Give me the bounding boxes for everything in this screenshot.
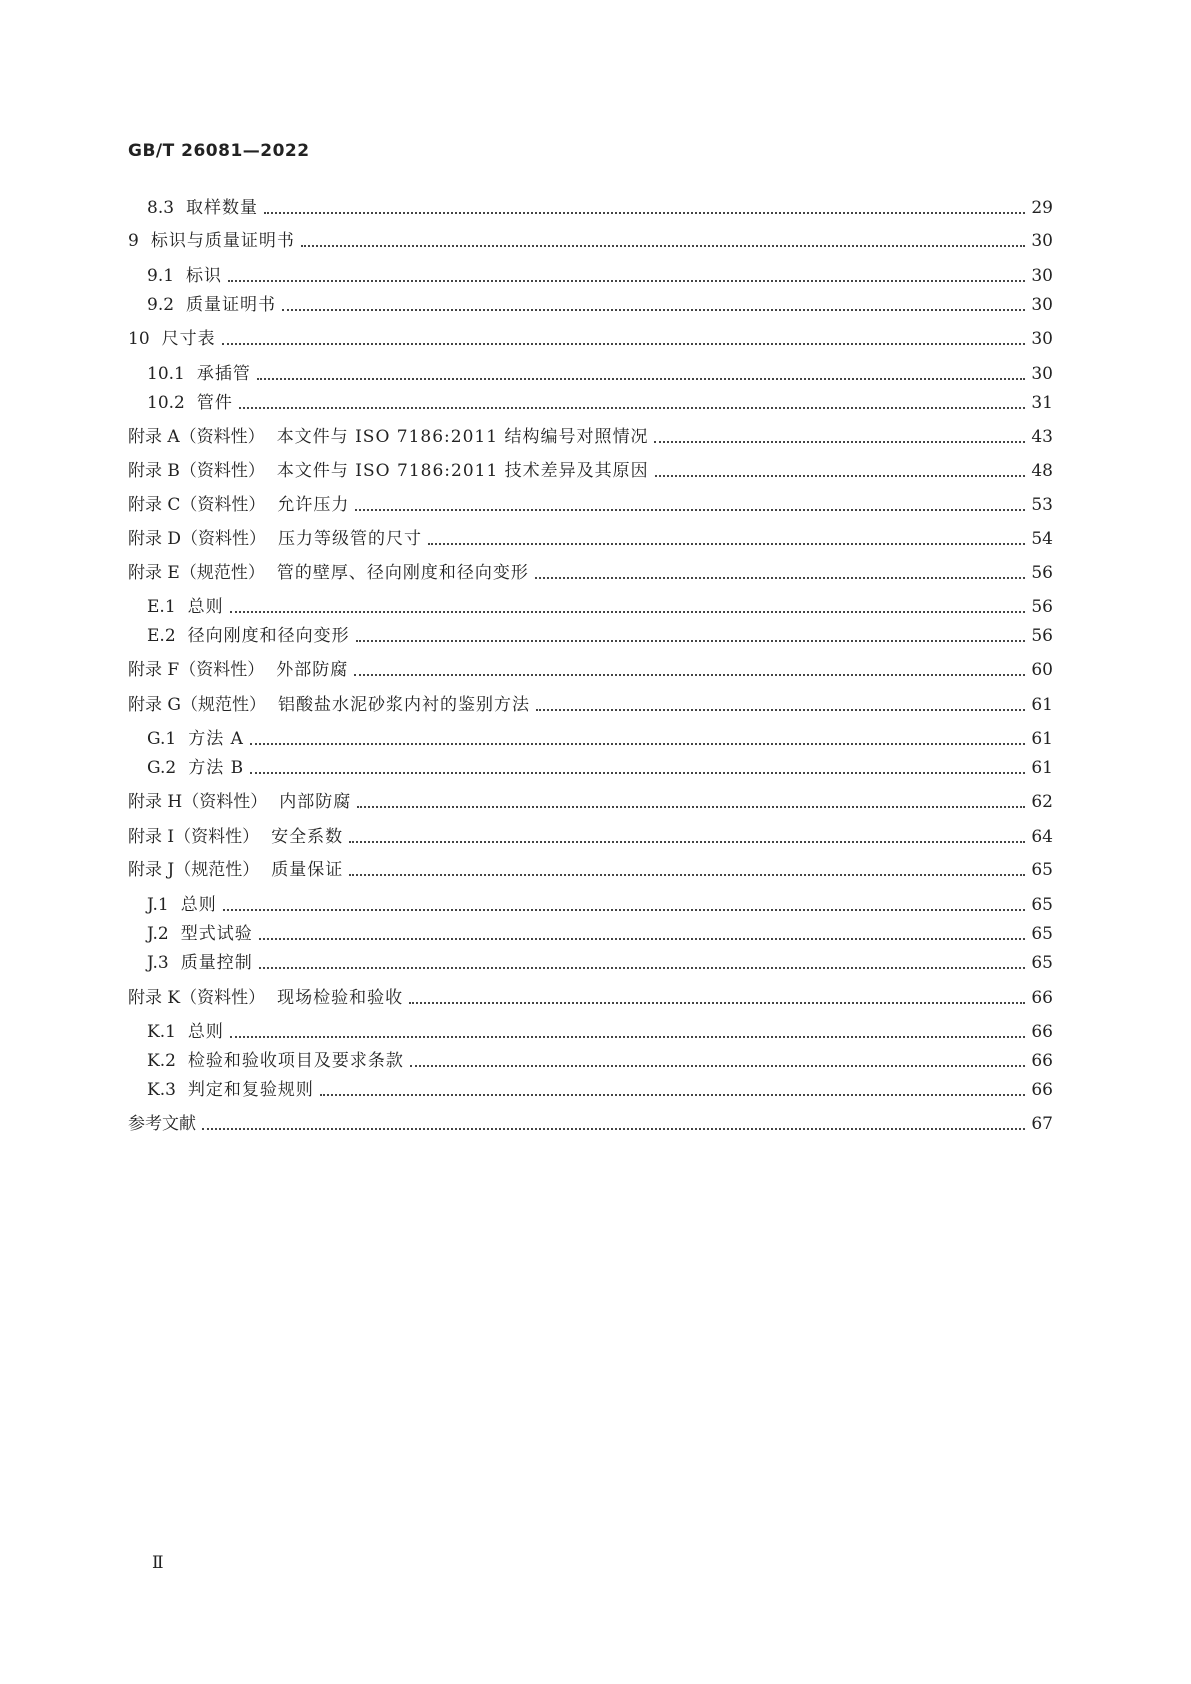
toc-entry-number: J.2: [147, 924, 169, 944]
toc-leader-dots: [264, 212, 1025, 214]
toc-entry[interactable]: [128, 459, 1053, 483]
toc-entry-page: 66: [1031, 1051, 1053, 1071]
toc-entry-number: 附录 J（规范性）: [128, 860, 260, 880]
toc-leader-dots: [230, 1036, 1025, 1038]
toc-leader-dots: [250, 772, 1025, 774]
toc-entry-number: E.1: [147, 597, 176, 617]
toc-entry-page: 61: [1031, 758, 1053, 778]
toc-entry-page: 56: [1031, 597, 1053, 617]
toc-entry[interactable]: [128, 790, 1053, 814]
standard-code: GB/T 26081—2022: [128, 141, 310, 161]
toc-entry-page: 65: [1031, 895, 1053, 915]
toc-entry[interactable]: [128, 229, 1053, 253]
toc-entry-page: 64: [1031, 827, 1053, 847]
toc-entry[interactable]: [128, 425, 1053, 449]
toc-leader-dots: [230, 611, 1025, 613]
toc-entry-page: 30: [1031, 231, 1053, 251]
toc-entry[interactable]: [147, 196, 1053, 220]
toc-entry[interactable]: [147, 727, 1053, 751]
toc-leader-dots: [259, 967, 1025, 969]
toc-leader-dots: [349, 841, 1025, 843]
toc-entry[interactable]: [147, 893, 1053, 917]
toc-leader-dots: [259, 938, 1025, 940]
toc-entry-number: G.2: [147, 758, 177, 778]
toc-leader-dots: [349, 874, 1025, 876]
toc-leader-dots: [202, 1128, 1025, 1130]
toc-entry-page: 66: [1031, 988, 1053, 1008]
toc-entry-page: 62: [1031, 792, 1053, 812]
toc-entry[interactable]: [128, 693, 1053, 717]
toc-entry-number: 10.1: [147, 364, 185, 384]
toc-entry[interactable]: [147, 951, 1053, 975]
toc-entry[interactable]: [128, 327, 1053, 351]
toc-entry-title: 判定和复验规则: [187, 1080, 314, 1100]
toc-entry-title: 管件: [196, 393, 233, 413]
toc-entry-title: 安全系数: [271, 827, 344, 847]
toc-entry-page: 54: [1031, 529, 1053, 549]
toc-entry-page: 65: [1031, 953, 1053, 973]
toc-leader-dots: [223, 909, 1025, 911]
toc-entry-number: J.1: [147, 895, 169, 915]
toc-entry-page: 56: [1031, 626, 1053, 646]
toc-entry-title: 质量控制: [180, 953, 253, 973]
toc-entry-page: 30: [1031, 329, 1053, 349]
toc-entry-title: 总则: [187, 1022, 224, 1042]
toc-leader-dots: [409, 1002, 1025, 1004]
toc-leader-dots: [354, 674, 1025, 676]
toc-entry-number: 9.2: [147, 295, 175, 315]
toc-entry-number: K.2: [147, 1051, 176, 1071]
toc-entry-number: 附录 F（资料性）: [128, 660, 265, 680]
toc-entry-title: 总则: [180, 895, 217, 915]
toc-entry-title: 尺寸表: [161, 329, 216, 349]
toc-entry-title: 方法 A: [188, 729, 244, 749]
toc-entry-page: 56: [1031, 563, 1053, 583]
toc-entry-number: 附录 B（资料性）: [128, 461, 265, 481]
toc-entry-title: 检验和验收项目及要求条款: [187, 1051, 404, 1071]
toc-entry-page: 61: [1031, 729, 1053, 749]
toc-entry-title: 取样数量: [186, 198, 259, 218]
toc-leader-dots: [228, 280, 1025, 282]
toc-leader-dots: [250, 743, 1025, 745]
toc-entry[interactable]: [128, 1112, 1053, 1136]
toc-entry-number: 附录 H（资料性）: [128, 792, 268, 812]
toc-entry-title: 本文件与 ISO 7186:2011 技术差异及其原因: [276, 461, 649, 481]
toc-entry-title: 铝酸盐水泥砂浆内衬的鉴别方法: [277, 695, 530, 715]
toc-entry-title: 质量证明书: [186, 295, 277, 315]
toc-entry[interactable]: [128, 527, 1053, 551]
toc-entry-page: 43: [1031, 427, 1053, 447]
toc-entry-page: 65: [1031, 860, 1053, 880]
toc-entry-number: 8.3: [147, 198, 175, 218]
toc-entry-title: 压力等级管的尺寸: [278, 529, 423, 549]
toc-entry-page: 61: [1031, 695, 1053, 715]
toc-entry-page: 31: [1031, 393, 1053, 413]
toc-entry[interactable]: [128, 858, 1053, 882]
toc-entry-page: 29: [1031, 198, 1053, 218]
toc-entry-number: 附录 G（规范性）: [128, 695, 266, 715]
toc-entry[interactable]: [147, 1078, 1053, 1102]
toc-entry[interactable]: [147, 391, 1053, 415]
toc-entry[interactable]: [147, 1049, 1053, 1073]
toc-entry[interactable]: [147, 595, 1053, 619]
toc-entry[interactable]: [147, 293, 1053, 317]
toc-entry-title: 总则: [187, 597, 224, 617]
toc-entry[interactable]: [128, 561, 1053, 585]
toc-entry[interactable]: [147, 756, 1053, 780]
toc-entry-number: 附录 E（规范性）: [128, 563, 265, 583]
toc-entry-page: 67: [1031, 1114, 1053, 1134]
toc-entry-number: 参考文献: [128, 1114, 196, 1134]
toc-entry-number: 9.1: [147, 266, 175, 286]
toc-entry-number: 附录 I（资料性）: [128, 827, 260, 847]
toc-leader-dots: [301, 245, 1025, 247]
toc-entry-title: 内部防腐: [279, 792, 352, 812]
toc-entry-number: 10.2: [147, 393, 185, 413]
toc-leader-dots: [535, 577, 1025, 579]
toc-entry-title: 型式试验: [180, 924, 253, 944]
toc-leader-dots: [655, 475, 1025, 477]
toc-entry[interactable]: [147, 1020, 1053, 1044]
toc-leader-dots: [222, 343, 1025, 345]
toc-entry-title: 外部防腐: [276, 660, 349, 680]
toc-entry[interactable]: [128, 493, 1053, 517]
toc-entry-page: 60: [1031, 660, 1053, 680]
toc-entry-title: 现场检验和验收: [277, 988, 404, 1008]
toc-entry[interactable]: [128, 658, 1053, 682]
toc-entry[interactable]: [147, 624, 1053, 648]
toc-leader-dots: [282, 309, 1025, 311]
toc-leader-dots: [239, 407, 1025, 409]
page-number: Ⅱ: [152, 1553, 164, 1573]
toc-entry-number: K.1: [147, 1022, 176, 1042]
toc-entry-title: 标识: [186, 266, 223, 286]
toc-entry-number: 附录 A（资料性）: [128, 427, 265, 447]
toc-leader-dots: [257, 378, 1025, 380]
toc-entry-number: K.3: [147, 1080, 176, 1100]
toc-entry-number: 附录 K（资料性）: [128, 988, 266, 1008]
toc-entry-number: 9: [128, 231, 139, 251]
toc-leader-dots: [355, 509, 1025, 511]
toc-entry-title: 管的壁厚、径向刚度和径向变形: [276, 563, 529, 583]
toc-entry[interactable]: [147, 264, 1053, 288]
toc-entry-number: E.2: [147, 626, 176, 646]
toc-leader-dots: [320, 1094, 1025, 1096]
toc-entry-number: 附录 D（资料性）: [128, 529, 267, 549]
toc-leader-dots: [654, 441, 1025, 443]
toc-entry-title: 质量保证: [271, 860, 344, 880]
toc-entry-title: 标识与质量证明书: [150, 231, 295, 251]
toc-leader-dots: [536, 709, 1025, 711]
toc-entry-page: 30: [1031, 295, 1053, 315]
toc-entry-title: 径向刚度和径向变形: [187, 626, 350, 646]
toc-entry-page: 30: [1031, 266, 1053, 286]
toc-entry-page: 66: [1031, 1080, 1053, 1100]
toc-leader-dots: [356, 640, 1025, 642]
toc-entry-title: 方法 B: [188, 758, 245, 778]
toc-entry-page: 65: [1031, 924, 1053, 944]
toc-entry-number: 附录 C（资料性）: [128, 495, 266, 515]
toc-entry-page: 66: [1031, 1022, 1053, 1042]
toc-entry-number: J.3: [147, 953, 169, 973]
toc-entry-page: 48: [1031, 461, 1053, 481]
toc-entry-number: 10: [128, 329, 150, 349]
toc-leader-dots: [357, 806, 1025, 808]
toc-entry[interactable]: [147, 362, 1053, 386]
toc-entry[interactable]: [128, 825, 1053, 849]
toc-entry[interactable]: [147, 922, 1053, 946]
toc-entry-page: 53: [1031, 495, 1053, 515]
toc-entry-page: 30: [1031, 364, 1053, 384]
toc-entry-title: 允许压力: [277, 495, 350, 515]
toc-entry-title: 本文件与 ISO 7186:2011 结构编号对照情况: [276, 427, 649, 447]
toc-entry-number: G.1: [147, 729, 177, 749]
toc-leader-dots: [428, 543, 1025, 545]
toc-entry[interactable]: [128, 986, 1053, 1010]
toc-leader-dots: [410, 1065, 1025, 1067]
toc-entry-title: 承插管: [196, 364, 251, 384]
